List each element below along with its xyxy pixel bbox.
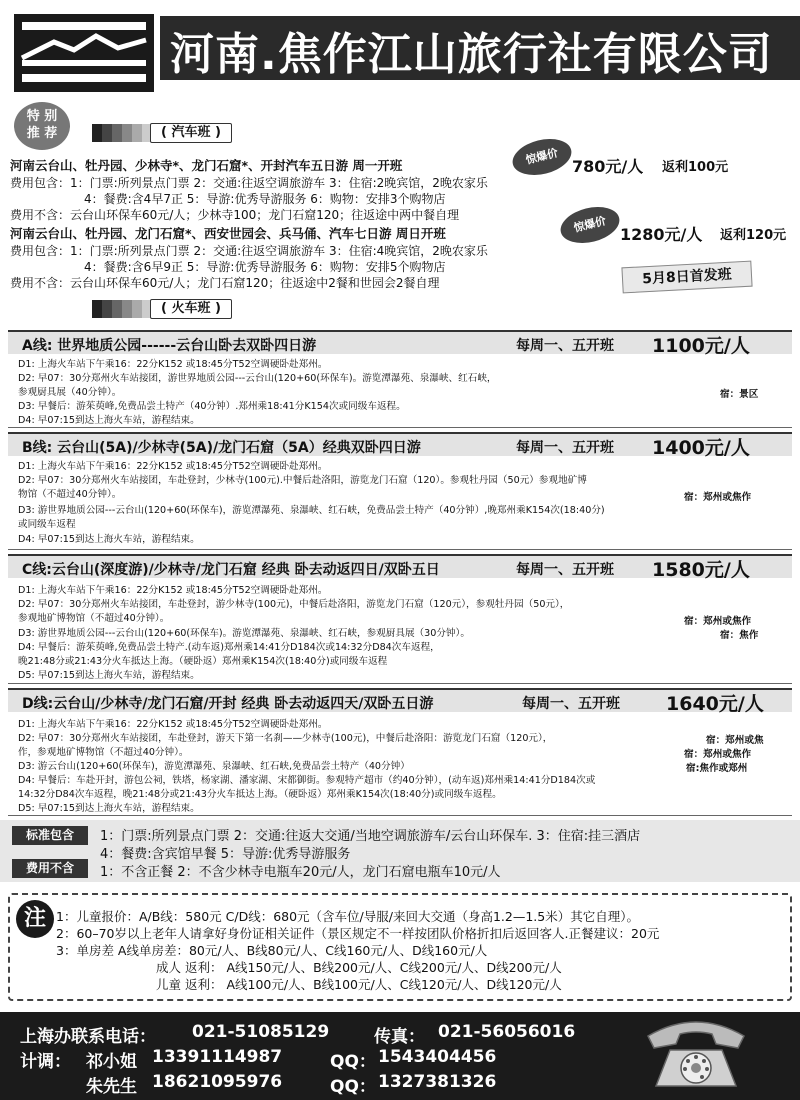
shanghai-office-label: 上海办联系电话：: [20, 1027, 156, 1047]
itinerary-row: D1: 上海火车站下午乘16：22分K152 或18:45分T52空调硬卧赴郑州。: [18, 359, 328, 370]
line-d-price: 1640元/人: [666, 693, 764, 715]
itinerary-row: D2: 早07：30分郑州火车站接团，游世界地质公园---云台山(120+60(环保车)。游览潭瀑苑、泉瀑峡、红石峡，: [18, 373, 497, 384]
note-elderly: 2：60–70岁以上老年人请拿好身份证相关证件（景区规定不一样按团队价格折扣后返回客人.正餐建议：20元: [56, 926, 660, 941]
contact-2-qq-label: QQ：: [330, 1077, 376, 1097]
fax-label: 传真：: [374, 1027, 425, 1047]
line-c-price: 1580元/人: [652, 559, 750, 581]
car-tour1-title: 河南云台山、牡丹园、少林寺*、龙门石窟*、开封汽车五日游 周一开班: [10, 158, 403, 173]
line-c-schedule: 每周一、五开班: [516, 562, 614, 578]
itinerary-row: D2: 早07：30分郑州火车站接团，车赴登封，游少林寺(100元)，中餐后赴洛阳，游览龙门石窟（120元），参观牡丹园（50元），: [18, 599, 570, 610]
lodging-note: 宿：郑州或焦作: [684, 492, 752, 503]
itinerary-row: 或同级车返程: [18, 519, 76, 530]
planner-label: 计调：: [20, 1052, 71, 1072]
car-tour2-rebate: 返利120元: [720, 228, 787, 243]
gradient-bar: [92, 124, 152, 142]
hot-price-icon: 惊爆价: [509, 133, 575, 181]
note-icon: 注: [16, 900, 54, 938]
car-tour2-price: 1280元/人: [620, 225, 703, 244]
car-tour1-exclude: 费用不含：云台山环保车60元/人；少林寺100；龙门石窟120；往返途中两中餐自理: [10, 208, 460, 222]
car-tour1-rebate: 返利100元: [662, 160, 729, 175]
contact-1-qq: 1543404456: [378, 1047, 497, 1067]
itinerary-row: 参观地矿博物馆（不超过40分钟）。: [18, 613, 170, 624]
itinerary-row: D2: 早07：30分郑州火车站接团，车赴登封，少林寺(100元).中餐后赴洛阳，游览龙门石窟（120）。参观牡丹园（50元）参观地矿博: [18, 475, 587, 486]
lodging-note: 宿：焦作: [720, 630, 759, 641]
train-section-tag: ( 火车班 ): [150, 299, 232, 319]
line-c-title: C线:云台山(深度游)/少林寺/龙门石窟 经典 卧去动返四日/双卧五日: [22, 562, 440, 578]
itinerary-row: D1: 上海火车站下午乘16：22分K152 或18:45分T52空调硬卧赴郑州。: [18, 585, 328, 596]
lodging-note: 宿：郑州或焦: [706, 735, 764, 746]
itinerary-row: 14:32分D84次车返程，晚21:48分或21:43分火车抵达上海。（硬卧返）郑州乘K154次(18:40分)或同级车返程。: [18, 789, 502, 800]
gradient-bar: [92, 300, 152, 318]
itinerary-row: D4: 早07:15到达上海火车站，游程结束。: [18, 415, 200, 426]
car-tour1-price: 780元/人: [572, 157, 644, 176]
itinerary-row: D5: 早07:15到达上海火车站，游程结束。: [18, 803, 200, 814]
hot-price-icon: 惊爆价: [557, 201, 623, 249]
note-child-rebate: 儿童 返利： A线100元/人、B线100元/人、C线120元/人、D线120元/人: [156, 977, 562, 992]
contact-1-name: 祁小姐: [86, 1052, 137, 1072]
standard-include-tag: 标准包含: [12, 826, 88, 845]
itinerary-row: D4: 早餐后：游茱萸峰,免费品尝土特产.(动车返)郑州乘14:41分D184次或14:32分D84次车返程，: [18, 642, 440, 653]
lodging-note: 宿:焦作或郑州: [686, 763, 748, 774]
car-tour2-include-1: 费用包含：1：门票:所列景点门票 2：交通:往返空调旅游车 3：住宿:4晚宾馆，2晚农家乐: [10, 244, 488, 258]
line-d-schedule: 每周一、五开班: [522, 696, 620, 712]
standard-exclude-tag: 费用不含: [12, 859, 88, 878]
car-tour2-title: 河南云台山、牡丹园、龙门石窟*、西安世园会、兵马俑、汽车七日游 周日开班: [10, 226, 446, 241]
itinerary-row: D1: 上海火车站下午乘16：22分K152 或18:45分T52空调硬卧赴郑州。: [18, 719, 328, 730]
contact-1-phone: 13391114987: [152, 1047, 283, 1067]
contact-1-qq-label: QQ：: [330, 1052, 376, 1072]
itinerary-row: 物馆（不超过40分钟）。: [18, 489, 122, 500]
line-b-price: 1400元/人: [652, 437, 750, 459]
contact-2-phone: 18621095976: [152, 1072, 283, 1092]
header: [0, 0, 800, 98]
note-child-price: 1：儿童报价：A/B线：580元 C/D线：680元（含车位/导服/来回大交通（身高1.2—1.5米）其它自理）。: [56, 909, 639, 924]
itinerary-row: D5: 早07:15到达上海火车站，游程结束。: [18, 670, 200, 681]
line-a-schedule: 每周一、五开班: [516, 338, 614, 354]
line-a-title: A线: 世界地质公园------云台山卧去双卧四日游: [22, 338, 317, 354]
itinerary-row: D4: 早餐后：车赴开封，游包公祠，铁塔，杨家湖、潘家湖、宋都御街。参观特产超市（约40分钟），(动车返)郑州乘14:41分D184次或: [18, 775, 596, 786]
contact-2-qq: 1327381326: [378, 1072, 497, 1092]
special-recommend-badge: 特 别 推 荐: [14, 102, 70, 150]
car-tour2-exclude: 费用不含：云台山环保车60元/人；龙门石窟120；往返途中2餐和世园会2餐自理: [10, 276, 440, 290]
first-departure-badge: 5月8日首发班: [621, 261, 752, 294]
itinerary-row: D3: 游世界地质公园---云台山(120+60(环保车)。游览潭瀑苑、泉瀑峡、红石峡，参观厨具展（30分钟）。: [18, 628, 470, 639]
company-logo: [14, 14, 154, 92]
note-adult-rebate: 成人 返利： A线150元/人、B线200元/人、C线200元/人、D线200元/人: [156, 960, 562, 975]
note-single-room: 3：单房差 A线单房差：80元/人、B线80元/人、C线160元/人、D线160元/人: [56, 943, 488, 958]
line-b-title: B线: 云台山(5A)/少林寺(5A)/龙门石窟（5A）经典双卧四日游: [22, 440, 421, 456]
itinerary-row: 作，参观地矿博物馆（不超过40分钟）。: [18, 747, 189, 758]
lodging-note: 宿：郑州或焦作: [684, 749, 752, 760]
car-tour1-include-2: 4：餐费:含4早7正 5：导游:优秀导游服务 6：购物：安排3个购物店: [84, 192, 446, 206]
office-phone: 021-51085129: [192, 1022, 330, 1042]
line-b-schedule: 每周一、五开班: [516, 440, 614, 456]
contact-2-name: 朱先生: [86, 1077, 137, 1097]
line-d-title: D线:云台山/少林寺/龙门石窟/开封 经典 卧去动返四天/双卧五日游: [22, 696, 434, 712]
fax-number: 021-56056016: [438, 1022, 576, 1042]
telephone-icon: [640, 1014, 752, 1092]
car-section-tag: ( 汽车班 ): [150, 123, 232, 143]
car-tour1-include-1: 费用包含：1：门票:所列景点门票 2：交通:往返空调旅游车 3：住宿:2晚宾馆，2晚农家乐: [10, 176, 488, 190]
car-tour2-include-2: 4：餐费:含6早9正 5：导游:优秀导游服务 6：购物：安排5个购物店: [84, 260, 446, 274]
itinerary-row: 参观厨具展（40分钟）。: [18, 387, 122, 398]
itinerary-row: D3: 游世界地质公园---云台山(120+60(环保车)，游览潭瀑苑、泉瀑峡、红石峡，免费品尝土特产（40分钟）,晚郑州乘K154次(18:40分): [18, 505, 605, 516]
standard-exclude: 1：不含正餐 2：不含少林寺电瓶车20元/人，龙门石窟电瓶车10元/人: [100, 865, 501, 880]
lodging-note: 宿：景区: [720, 389, 759, 400]
itinerary-row: D3: 游云台山(120+60(环保车)，游览潭瀑苑、泉瀑峡、红石峡,免费品尝土特产（40分钟）: [18, 761, 410, 772]
standard-include-2: 4：餐费:含宾馆早餐 5：导游:优秀导游服务: [100, 847, 351, 862]
itinerary-row: D4: 早07:15到达上海火车站，游程结束。: [18, 534, 200, 545]
company-name: 河南.焦作江山旅行社有限公司: [170, 29, 773, 80]
itinerary-row: D3: 早餐后：游茱萸峰,免费品尝土特产（40分钟）.郑州乘18:41分K154次或同级车返程。: [18, 401, 406, 412]
itinerary-row: D1: 上海火车站下午乘16：22分K152 或18:45分T52空调硬卧赴郑州。: [18, 461, 328, 472]
standard-include-1: 1：门票:所列景点门票 2：交通:往返大交通/当地空调旅游车/云台山环保车. 3：住宿:挂三酒店: [100, 829, 641, 844]
lodging-note: 宿：郑州或焦作: [684, 616, 752, 627]
itinerary-row: D2: 早07：30分郑州火车站接团，车赴登封，游天下第一名刹——少林寺(100元)，中餐后赴洛阳：游览龙门石窟（120元），: [18, 733, 553, 744]
line-a-price: 1100元/人: [652, 335, 750, 357]
itinerary-row: 晚21:48分或21:43分火车抵达上海。（硬卧返）郑州乘K154次(18:40分)或同级车返程: [18, 656, 388, 667]
